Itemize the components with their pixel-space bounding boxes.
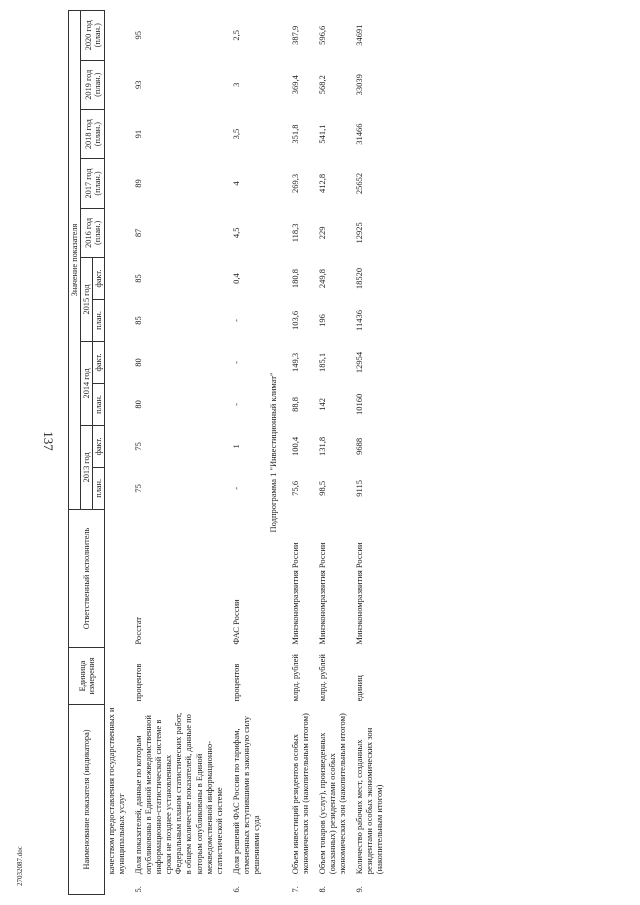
- unit: процентов: [230, 663, 241, 702]
- value-2013-plan: 98,5: [316, 480, 327, 496]
- value-2018: 541,1: [316, 124, 327, 144]
- value-2014-plan: 88,8: [289, 396, 300, 412]
- value-2016: 12925: [353, 222, 364, 244]
- value-2016: 87: [133, 228, 144, 238]
- row-number: 6.: [230, 886, 241, 893]
- value-2014-fact: -: [230, 361, 241, 364]
- value-2014-fact: 80: [133, 358, 144, 367]
- indicators-table: [68, 10, 385, 895]
- value-2015-fact: 18520: [353, 267, 364, 290]
- value-2015-fact: 180,8: [289, 268, 300, 289]
- header-year-2019: 2019 год (план.): [81, 60, 105, 109]
- value-2019: 568,2: [316, 75, 327, 95]
- header-year-2017: 2017 год (план.): [81, 159, 105, 208]
- value-2019: 3: [230, 82, 241, 87]
- header-2013-plan: план.: [93, 467, 105, 509]
- value-2013-fact: 131,8: [316, 436, 327, 456]
- value-2015-plan: 11436: [353, 310, 364, 331]
- responsible: Росстат: [133, 617, 144, 645]
- row-number: 9.: [353, 886, 364, 893]
- value-2013-fact: 9688: [353, 437, 364, 455]
- value-2019: 369,4: [289, 75, 300, 95]
- row-number: 5.: [133, 886, 144, 893]
- indicator-name: Доля показателей, данные по которым опубликованы в Единой межведомственной информационно-статистической системе в сроки не позднее установленных Федеральным планом статистических работ, в общем количестве показателей, данные по которым опубликованы в Единой межведомственной информационно-статистической системе: [133, 712, 224, 875]
- header-2014-plan: план.: [93, 383, 105, 425]
- subprogram-title: Подпрограмма 1 "Инвестиционный климат": [267, 372, 278, 533]
- responsible: Минэкономразвития России: [353, 542, 364, 645]
- value-2015-plan: 85: [133, 316, 144, 325]
- value-2020: 34691: [353, 24, 364, 46]
- value-2015-fact: 0,4: [230, 273, 241, 284]
- responsible: ФАС России: [230, 599, 241, 645]
- value-2013-fact: 1: [230, 444, 241, 449]
- value-2020: 95: [133, 31, 144, 40]
- document-code: 27032087.doc: [16, 846, 24, 886]
- unit: млрд. рублей: [316, 654, 327, 702]
- indicator-name: Доля решений ФАС России по тарифам, отмененных вступившими в законную силу решениями суда: [230, 716, 261, 875]
- value-2013-plan: 75,6: [289, 480, 300, 496]
- value-2018: 351,8: [289, 124, 300, 144]
- responsible: Минэкономразвития России: [289, 542, 300, 645]
- header-year-2020: 2020 год (план.): [81, 11, 105, 61]
- header-2013-fact: факт.: [93, 425, 105, 467]
- header-values: Значение показателя: [69, 11, 81, 510]
- header-2015-fact: факт.: [93, 258, 105, 300]
- value-2013-plan: 75: [133, 484, 144, 493]
- value-2016: 4,5: [230, 227, 241, 239]
- value-2017: 412,8: [316, 173, 327, 194]
- row-number: 7.: [289, 886, 300, 893]
- value-2015-fact: 249,8: [316, 268, 327, 289]
- value-2014-plan: 10160: [353, 393, 364, 416]
- table-row: [284, 11, 311, 895]
- continuation-text: качеством предоставления государственных и муниципальных услуг: [106, 707, 127, 875]
- value-2016: 118,3: [289, 223, 300, 243]
- header-year-2016: 2016 год (план.): [81, 208, 105, 257]
- table-row: [225, 11, 262, 895]
- value-2013-fact: 75: [133, 442, 144, 451]
- value-2016: 229: [316, 226, 327, 240]
- table-row: [127, 11, 224, 895]
- header-responsible: Ответственный исполнитель: [69, 509, 105, 647]
- indicator-name: Объем инвестиций резидентов особых экономических зон (накопительным итогом): [289, 713, 310, 875]
- header-2015-plan: план.: [93, 300, 105, 342]
- value-2015-plan: 196: [316, 314, 327, 327]
- row-number: 8.: [316, 886, 327, 893]
- value-2019: 93: [133, 80, 144, 89]
- unit: процентов: [133, 663, 144, 702]
- page-number: 137: [41, 431, 56, 451]
- header-unit: Единица измерения: [69, 648, 105, 705]
- value-2014-fact: 12954: [353, 351, 364, 374]
- value-2018: 31466: [353, 123, 364, 145]
- value-2017: 89: [133, 179, 144, 188]
- value-2020: 2,5: [230, 29, 241, 41]
- table-row: [348, 11, 385, 895]
- indicator-name: Объем товаров (услуг), произведенных (оказанных) резидентами особых экономических зон (накопительным итогом): [316, 713, 347, 875]
- header-year-2015: 2015 год: [81, 258, 93, 342]
- value-2015-plan: -: [230, 319, 241, 322]
- value-2014-plan: 142: [316, 398, 327, 411]
- value-2013-plan: 9115: [353, 480, 364, 497]
- header-year-2013: 2013 год: [81, 425, 93, 509]
- value-2018: 91: [133, 129, 144, 139]
- responsible: Минэкономразвития России: [316, 542, 327, 645]
- value-2017: 269,3: [289, 173, 300, 194]
- indicator-name: Количество рабочих мест, созданных резидентами особых экономических зон (накопительным итогом): [353, 727, 384, 875]
- value-2014-plan: 80: [133, 400, 144, 409]
- value-2014-plan: -: [230, 403, 241, 406]
- header-2014-fact: факт.: [93, 341, 105, 383]
- value-2013-fact: 100,4: [289, 436, 300, 456]
- header-indicator: Наименование показателя (индикатора): [69, 704, 105, 894]
- value-2014-fact: 149,3: [289, 352, 300, 373]
- value-2015-plan: 103,6: [289, 310, 300, 331]
- value-2013-plan: -: [230, 486, 241, 490]
- value-2017: 4: [230, 181, 241, 186]
- unit: единиц: [353, 675, 364, 702]
- rotated-table-canvas: [68, 10, 628, 895]
- header-year-2014: 2014 год: [81, 341, 93, 425]
- value-2020: 387,9: [289, 25, 300, 45]
- header-year-2018: 2018 год (план.): [81, 109, 105, 158]
- value-2019: 33039: [353, 74, 364, 96]
- value-2017: 25652: [353, 172, 364, 195]
- value-2014-fact: 185,1: [316, 352, 327, 373]
- unit: млрд. рублей: [289, 654, 300, 702]
- value-2018: 3,5: [230, 128, 241, 140]
- value-2015-fact: 85: [133, 274, 144, 283]
- value-2020: 596,6: [316, 25, 327, 45]
- table-row: [311, 11, 348, 895]
